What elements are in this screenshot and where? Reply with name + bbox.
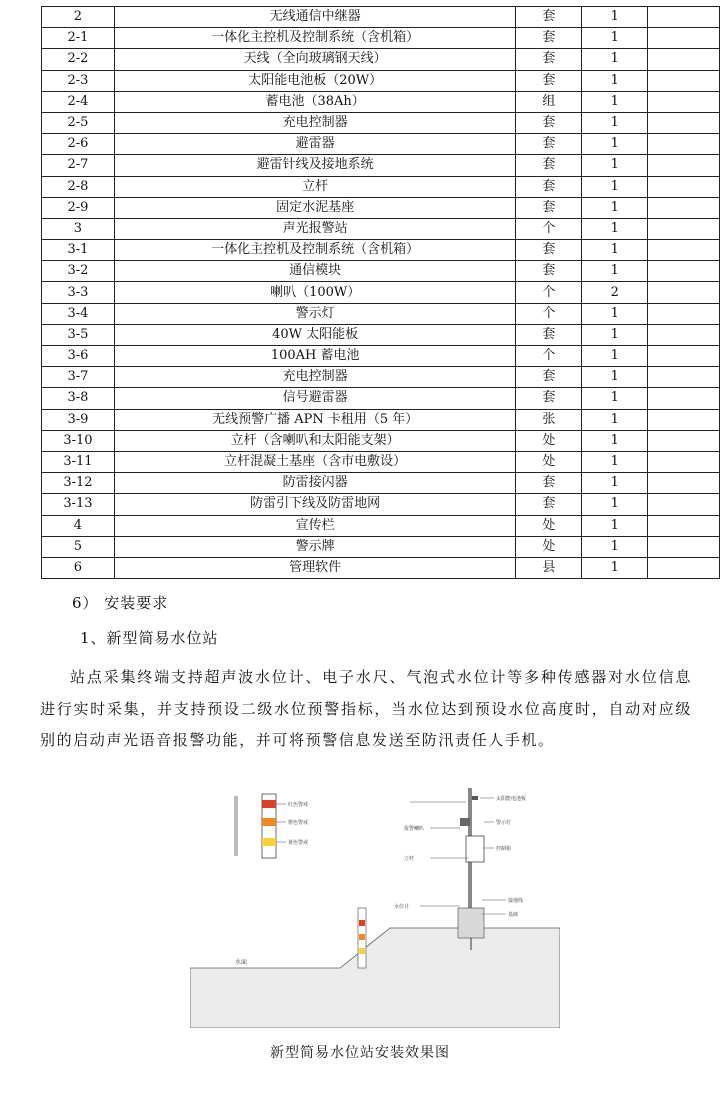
item-name: 避雷器 xyxy=(114,134,516,155)
quantity: 1 xyxy=(582,7,648,28)
figure-caption: 新型简易水位站安装效果图 xyxy=(270,1045,450,1061)
row-number: 2-3 xyxy=(42,70,115,91)
item-name: 40W 太阳能板 xyxy=(114,324,516,345)
remark xyxy=(648,28,720,49)
item-name: 蓄电池（38Ah） xyxy=(114,91,516,112)
unit: 个 xyxy=(516,282,582,303)
row-number: 3-6 xyxy=(42,346,115,367)
remark xyxy=(648,197,720,218)
unit: 套 xyxy=(516,473,582,494)
unit: 处 xyxy=(516,451,582,472)
row-number: 3-10 xyxy=(42,430,115,451)
table-row xyxy=(42,346,720,367)
unit: 个 xyxy=(516,346,582,367)
unit: 县 xyxy=(516,557,582,578)
table-row xyxy=(42,261,720,282)
unit: 套 xyxy=(516,240,582,261)
unit: 套 xyxy=(516,134,582,155)
table-row xyxy=(42,134,720,155)
remark xyxy=(648,367,720,388)
quantity: 1 xyxy=(582,218,648,239)
unit: 套 xyxy=(516,197,582,218)
control-box xyxy=(466,836,484,862)
item-name: 太阳能电池板（20W） xyxy=(114,70,516,91)
quantity: 1 xyxy=(582,388,648,409)
unit: 处 xyxy=(516,536,582,557)
quantity: 1 xyxy=(582,176,648,197)
row-number: 6 xyxy=(42,557,115,578)
table-row xyxy=(42,367,720,388)
quantity: 1 xyxy=(582,473,648,494)
table-row xyxy=(42,536,720,557)
remark xyxy=(648,155,720,176)
item-name: 100AH 蓄电池 xyxy=(114,346,516,367)
row-number: 3 xyxy=(42,218,115,239)
table-row xyxy=(42,176,720,197)
item-name: 无线通信中继器 xyxy=(114,7,516,28)
remark xyxy=(648,473,720,494)
item-name: 通信模块 xyxy=(114,261,516,282)
label-pole: 立杆 xyxy=(404,856,415,862)
water-label: 水面 xyxy=(235,959,248,966)
row-number: 3-8 xyxy=(42,388,115,409)
remark xyxy=(648,536,720,557)
unit: 套 xyxy=(516,324,582,345)
label-yellow-warning: 黄色警戒 xyxy=(288,840,309,846)
item-name: 立杆 xyxy=(114,176,516,197)
yellow-warning-band xyxy=(262,838,276,846)
row-number: 3-12 xyxy=(42,473,115,494)
table-row xyxy=(42,409,720,430)
unit: 组 xyxy=(516,91,582,112)
table-row xyxy=(42,155,720,176)
row-number: 2-5 xyxy=(42,112,115,133)
unit: 套 xyxy=(516,155,582,176)
orange-warning-band xyxy=(262,818,276,826)
row-number: 3-1 xyxy=(42,240,115,261)
quantity: 1 xyxy=(582,28,648,49)
quantity: 1 xyxy=(582,515,648,536)
slope-staff-gauge xyxy=(358,908,366,968)
remark xyxy=(648,409,720,430)
remark xyxy=(648,261,720,282)
unit: 个 xyxy=(516,218,582,239)
quantity: 1 xyxy=(582,70,648,91)
quantity: 1 xyxy=(582,112,648,133)
remark xyxy=(648,176,720,197)
item-name: 喇叭（100W） xyxy=(114,282,516,303)
equipment-table-body xyxy=(42,7,720,579)
quantity: 1 xyxy=(582,155,648,176)
row-number: 3-11 xyxy=(42,451,115,472)
remark xyxy=(648,134,720,155)
row-number: 3-9 xyxy=(42,409,115,430)
remark xyxy=(648,324,720,345)
unit: 套 xyxy=(516,494,582,515)
remark xyxy=(648,49,720,70)
quantity: 1 xyxy=(582,197,648,218)
unit: 个 xyxy=(516,303,582,324)
row-number: 2-7 xyxy=(42,155,115,176)
pole-foundation xyxy=(458,908,484,938)
quantity: 1 xyxy=(582,261,648,282)
equipment-table xyxy=(41,6,720,579)
table-row xyxy=(42,451,720,472)
item-name: 天线（全向玻璃钢天线） xyxy=(114,49,516,70)
unit: 套 xyxy=(516,261,582,282)
remark xyxy=(648,7,720,28)
item-name: 防雷接闪器 xyxy=(114,473,516,494)
installation-diagram xyxy=(190,778,560,1028)
item-name: 固定水泥基座 xyxy=(114,197,516,218)
item-name: 充电控制器 xyxy=(114,112,516,133)
item-name: 充电控制器 xyxy=(114,367,516,388)
table-row xyxy=(42,430,720,451)
monitoring-pole xyxy=(458,788,484,950)
remark xyxy=(648,70,720,91)
red-warning-band xyxy=(262,800,276,808)
ground-terrain xyxy=(190,928,560,1028)
label-ground-wire: 接地线 xyxy=(508,898,524,904)
quantity: 1 xyxy=(582,494,648,515)
remark xyxy=(648,557,720,578)
section-subheading: 1、新型简易水位站 xyxy=(80,629,219,647)
table-row xyxy=(42,49,720,70)
remark xyxy=(648,218,720,239)
unit: 处 xyxy=(516,430,582,451)
row-number: 2-1 xyxy=(42,28,115,49)
unit: 套 xyxy=(516,70,582,91)
remark xyxy=(648,346,720,367)
quantity: 1 xyxy=(582,303,648,324)
remark xyxy=(648,112,720,133)
remark xyxy=(648,282,720,303)
row-number: 3-7 xyxy=(42,367,115,388)
label-control-box: 控制箱 xyxy=(496,846,512,852)
item-name: 立杆（含喇叭和太阳能支架） xyxy=(114,430,516,451)
quantity: 1 xyxy=(582,240,648,261)
table-row xyxy=(42,388,720,409)
table-row xyxy=(42,70,720,91)
item-name: 防雷引下线及防雷地网 xyxy=(114,494,516,515)
table-row xyxy=(42,324,720,345)
unit: 张 xyxy=(516,409,582,430)
table-row xyxy=(42,28,720,49)
unit: 套 xyxy=(516,388,582,409)
remark xyxy=(648,451,720,472)
item-name: 一体化主控机及控制系统（含机箱） xyxy=(114,28,516,49)
item-name: 宣传栏 xyxy=(114,515,516,536)
table-row xyxy=(42,282,720,303)
table-row xyxy=(42,197,720,218)
table-row xyxy=(42,218,720,239)
row-number: 3-4 xyxy=(42,303,115,324)
row-number: 2-8 xyxy=(42,176,115,197)
quantity: 1 xyxy=(582,346,648,367)
remark xyxy=(648,303,720,324)
label-solar-panel: 太阳能电池板 xyxy=(496,796,527,802)
item-name: 立杆混凝土基座（含市电敷设） xyxy=(114,451,516,472)
remark xyxy=(648,388,720,409)
quantity: 1 xyxy=(582,134,648,155)
row-number: 2-9 xyxy=(42,197,115,218)
item-name: 信号避雷器 xyxy=(114,388,516,409)
row-number: 5 xyxy=(42,536,115,557)
table-row xyxy=(42,303,720,324)
label-water-gauge: 水位计 xyxy=(394,904,410,910)
item-name: 管理软件 xyxy=(114,557,516,578)
unit: 套 xyxy=(516,367,582,388)
table-row xyxy=(42,473,720,494)
remark xyxy=(648,494,720,515)
label-orange-warning: 橙色警戒 xyxy=(288,820,309,826)
unit: 套 xyxy=(516,28,582,49)
table-row xyxy=(42,91,720,112)
label-red-warning: 红色警戒 xyxy=(288,802,309,808)
unit: 处 xyxy=(516,515,582,536)
section-heading: 6） 安装要求 xyxy=(72,594,169,612)
label-speaker: 报警喇叭 xyxy=(404,826,425,832)
row-number: 3-3 xyxy=(42,282,115,303)
item-name: 避雷针线及接地系统 xyxy=(114,155,516,176)
quantity: 1 xyxy=(582,430,648,451)
item-name: 警示灯 xyxy=(114,303,516,324)
pole-callouts xyxy=(394,795,526,918)
quantity: 1 xyxy=(582,91,648,112)
quantity: 1 xyxy=(582,451,648,472)
section-paragraph: 站点采集终端支持超声波水位计、电子水尺、气泡式水位计等多种传感器对水位信息进行实时采集，并支持预设二级水位预警指标，当水位达到预设水位高度时，自动对应级别的启动声光语音报警功能，并可将预警信息发送至防汛责任人手机。 xyxy=(40,668,692,749)
label-foundation: 基础 xyxy=(508,912,519,918)
table-row xyxy=(42,7,720,28)
quantity: 2 xyxy=(582,282,648,303)
table-row xyxy=(42,240,720,261)
remark xyxy=(648,240,720,261)
quantity: 1 xyxy=(582,324,648,345)
unit: 套 xyxy=(516,112,582,133)
table-row xyxy=(42,112,720,133)
staff-gauge xyxy=(234,794,308,858)
table-row xyxy=(42,515,720,536)
quantity: 1 xyxy=(582,536,648,557)
remark xyxy=(648,515,720,536)
table-row xyxy=(42,494,720,515)
item-name: 无线预警广播 APN 卡租用（5 年） xyxy=(114,409,516,430)
alarm-light xyxy=(460,818,470,826)
remark xyxy=(648,91,720,112)
item-name: 一体化主控机及控制系统（含机箱） xyxy=(114,240,516,261)
row-number: 2-2 xyxy=(42,49,115,70)
unit: 套 xyxy=(516,49,582,70)
remark xyxy=(648,430,720,451)
unit: 套 xyxy=(516,176,582,197)
row-number: 3-13 xyxy=(42,494,115,515)
unit: 套 xyxy=(516,7,582,28)
row-number: 4 xyxy=(42,515,115,536)
row-number: 2-6 xyxy=(42,134,115,155)
quantity: 1 xyxy=(582,409,648,430)
quantity: 1 xyxy=(582,367,648,388)
label-alarm-light: 警示灯 xyxy=(496,820,512,826)
row-number: 2-4 xyxy=(42,91,115,112)
table-row xyxy=(42,557,720,578)
item-name: 警示牌 xyxy=(114,536,516,557)
row-number: 2 xyxy=(42,7,115,28)
quantity: 1 xyxy=(582,49,648,70)
quantity: 1 xyxy=(582,557,648,578)
row-number: 3-2 xyxy=(42,261,115,282)
row-number: 3-5 xyxy=(42,324,115,345)
item-name: 声光报警站 xyxy=(114,218,516,239)
